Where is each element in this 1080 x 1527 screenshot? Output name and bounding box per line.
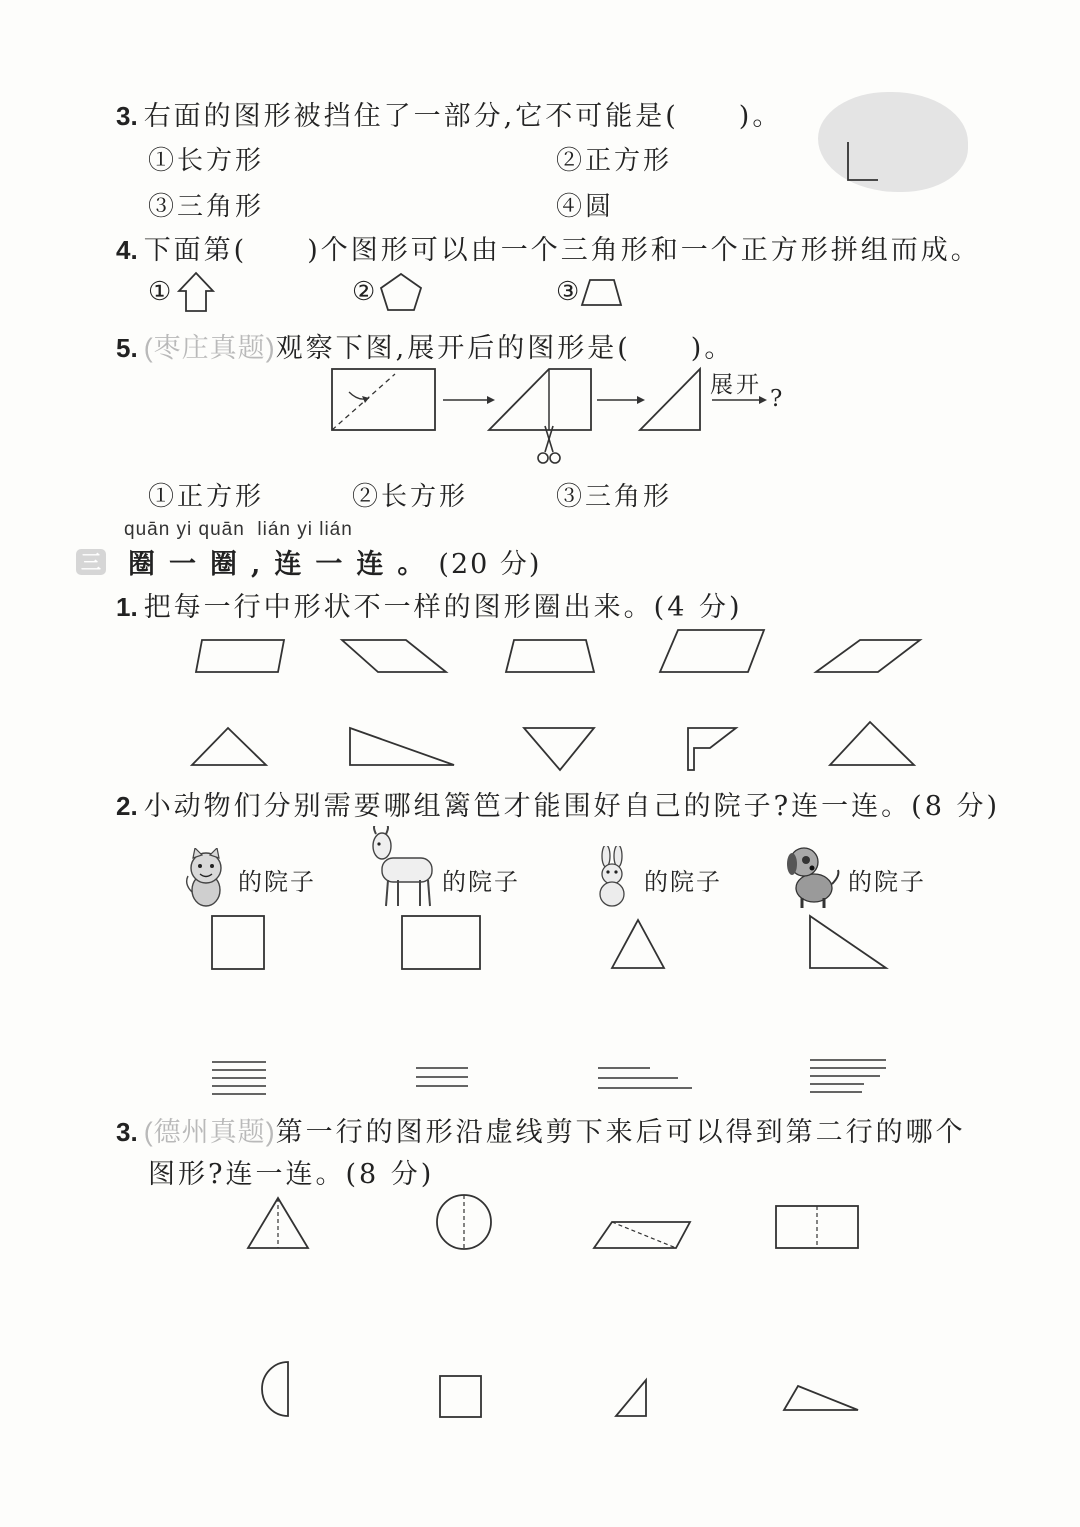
parallelogram-2 xyxy=(342,640,446,672)
q5-option-1: ①正方形 xyxy=(148,482,265,512)
q4-option-3-label: ③ xyxy=(556,277,583,307)
fence-group-3 xyxy=(598,1068,692,1088)
triangle-4 xyxy=(830,722,914,765)
rabbit-icon xyxy=(590,846,636,908)
triangle-3 xyxy=(524,728,594,770)
fold-line xyxy=(332,374,395,430)
semicircle xyxy=(262,1362,288,1416)
q5-source: (枣庄真题) xyxy=(143,333,276,363)
q4-option-1-label: ① xyxy=(148,277,175,307)
folded-paper xyxy=(489,369,591,430)
s3q3-question xyxy=(116,1110,966,1149)
unfold-label: 展开 xyxy=(710,372,762,398)
q4-text: 下面第( )个图形可以由一个三角形和一个正方形拼组而成。 xyxy=(143,235,981,266)
cat-yard-label: 的院子 xyxy=(238,868,316,896)
arrow-shape xyxy=(176,271,216,313)
triangle-with-dashed-line xyxy=(248,1198,308,1248)
paper-rectangle xyxy=(332,369,435,430)
section3-title-line xyxy=(128,542,541,581)
parallelogram-4 xyxy=(816,640,920,672)
small-right-triangle xyxy=(616,1380,646,1416)
trapezoid-shape xyxy=(580,278,624,308)
fence-group-4 xyxy=(810,1060,886,1092)
shape-rows xyxy=(180,620,940,780)
s3q3-number: 3. xyxy=(116,1117,138,1147)
cut-triangle xyxy=(640,369,700,430)
section3-title: 圈一圈,连一连。 xyxy=(128,549,439,580)
s3q3-source: (德州真题) xyxy=(143,1117,276,1147)
circle-with-dashed-line xyxy=(437,1195,491,1249)
q4-option-2-label: ② xyxy=(352,277,379,307)
s3q1-number: 1. xyxy=(116,592,138,622)
small-square xyxy=(440,1376,481,1417)
s3q2-number: 2. xyxy=(116,791,138,821)
hidden-corner-shape xyxy=(840,140,900,190)
q3-option-3: ③三角形 xyxy=(148,192,265,222)
parallelogram-3 xyxy=(660,630,764,672)
s3q1-text: 把每一行中形状不一样的图形圈出来。(4 分) xyxy=(143,592,743,623)
l-shape-odd xyxy=(688,728,736,770)
goat-yard-label: 的院子 xyxy=(442,868,520,896)
parallelogram-1 xyxy=(196,640,284,672)
s3q1-question xyxy=(116,585,743,624)
s3q3-text-line1: 第一行的图形沿虚线剪下来后可以得到第二行的哪个 xyxy=(275,1117,966,1148)
section3-score: (20 分) xyxy=(438,549,542,580)
section3-pinyin: quān yi quān lián yi lián xyxy=(124,519,353,540)
q3-option-1: ①长方形 xyxy=(148,146,265,176)
yard-shapes-and-fences xyxy=(180,900,940,1110)
trapezoid-odd xyxy=(506,640,594,672)
yard-rectangle xyxy=(402,916,480,969)
yard-triangle xyxy=(612,920,664,968)
triangle-1 xyxy=(192,728,266,765)
yard-square xyxy=(212,916,264,969)
q4-question xyxy=(116,228,981,267)
dog-yard-label: 的院子 xyxy=(848,868,926,896)
cut-shapes xyxy=(230,1188,880,1428)
scissors-icon xyxy=(538,426,560,463)
fence-group-2 xyxy=(416,1068,468,1086)
goat-icon xyxy=(366,826,440,910)
q5-option-3: ③三角形 xyxy=(556,482,673,512)
pentagon-shape xyxy=(378,271,424,313)
q3-number: 3. xyxy=(116,101,138,131)
q5-number: 5. xyxy=(116,333,138,363)
s3q2-question xyxy=(116,784,1000,823)
fence-group-1 xyxy=(212,1062,266,1094)
q3-text: 右面的图形被挡住了一部分,它不可能是( )。 xyxy=(143,101,783,132)
q4-number: 4. xyxy=(116,235,138,265)
triangle-2 xyxy=(350,728,454,765)
q5-option-2: ②长方形 xyxy=(352,482,469,512)
q3-option-4: ④圆 xyxy=(556,192,615,222)
parallelogram-with-dashed-line xyxy=(594,1222,690,1248)
rabbit-yard-label: 的院子 xyxy=(644,868,722,896)
yard-right-triangle xyxy=(810,916,886,968)
s3q2-text: 小动物们分别需要哪组篱笆才能围好自己的院子?连一连。(8 分) xyxy=(143,791,1000,822)
unfold-question-mark: ? xyxy=(770,386,786,412)
q3-option-2: ②正方形 xyxy=(556,146,673,176)
q5-text: 观察下图,展开后的图形是( )。 xyxy=(275,333,735,364)
section3-badge: 三 xyxy=(76,549,106,575)
q3-question xyxy=(116,94,782,133)
obtuse-triangle xyxy=(784,1386,858,1410)
s3q3-text-line2: 图形?连一连。(8 分) xyxy=(148,1159,435,1190)
rectangle-with-dashed-line xyxy=(776,1206,858,1248)
